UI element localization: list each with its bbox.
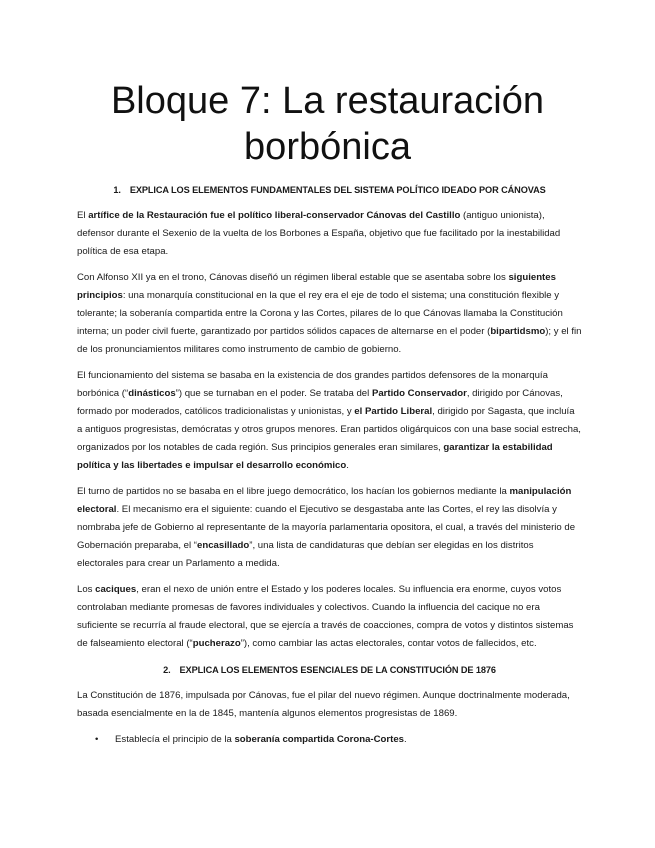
paragraph-1 bbox=[77, 207, 582, 261]
heading-number: 2. bbox=[163, 665, 171, 675]
heading-text: EXPLICA LOS ELEMENTOS FUNDAMENTALES DEL SISTEMA POLÍTICO IDEADO POR CÁNOVAS bbox=[129, 185, 546, 195]
heading-text: EXPLICA LOS ELEMENTOS ESENCIALES DE LA CONSTITUCIÓN DE 1876 bbox=[179, 665, 496, 675]
bold-run: manipulación electoral bbox=[77, 486, 572, 515]
text-run: El bbox=[77, 210, 89, 221]
text-run: Los bbox=[77, 584, 96, 595]
text-run: ”), como cambiar las actas electorales, contar votos de fallecidos, etc. bbox=[240, 638, 537, 649]
bold-run: bipartidsmo bbox=[490, 326, 546, 337]
paragraph-3 bbox=[77, 367, 582, 475]
text-run: . bbox=[346, 460, 349, 471]
paragraph-2 bbox=[77, 269, 582, 359]
text-run: , dirigido por Sagasta, que incluía a antiguos progresistas, demócratas y otros grupos menores. Eran partidos oligárquicos con una base social estrecha, organizados por los notables de cada región. Sus principios generales eran similares, bbox=[77, 406, 581, 453]
paragraph-5 bbox=[77, 581, 582, 653]
bullet-item bbox=[77, 731, 582, 749]
bold-run: artífice de la Restauración fue el político liberal-conservador Cánovas del Castillo bbox=[88, 210, 461, 221]
text-run: Establecía el principio de la bbox=[115, 734, 235, 745]
heading-number: 1. bbox=[113, 185, 121, 195]
text-run: El turno de partidos no se basaba en el libre juego democrático, los hacían los gobiernos mediante la bbox=[77, 486, 510, 497]
section-heading-2 bbox=[77, 661, 582, 679]
paragraph-4 bbox=[77, 483, 582, 573]
text-run: . El mecanismo era el siguiente: cuando el Ejecutivo se desgastaba ante las Cortes, el rey las disolvía y nombraba jefe de Gobierno al representante de la mayoría parlamentaria opositora, el cual, a través del ministerio de Gobernación preparaba, el “ bbox=[77, 504, 576, 551]
bullet-icon: • bbox=[95, 734, 99, 745]
title-line-1: Bloque 7: La restauración bbox=[110, 80, 545, 122]
text-run: El funcionamiento del sistema se basaba en la existencia de dos grandes partidos defensores de la monarquía borbónica (“ bbox=[77, 370, 548, 399]
text-run: ”, una lista de candidaturas que debían ser elegidas en los distritos electorales para crear un Parlamento a medida. bbox=[77, 540, 534, 569]
text-run: , dirigido por Cánovas, formado por moderados, católicos tradicionalistas y unionistas, y bbox=[77, 388, 563, 417]
text-run: ); y el fin de los pronunciamientos militares como instrumento de cambio de gobierno. bbox=[77, 326, 582, 355]
title-line-2: borbónica bbox=[244, 126, 411, 168]
bold-run: dinásticos bbox=[128, 388, 176, 399]
text-run: Con Alfonso XII ya en el trono, Cánovas diseñó un régimen liberal estable que se asentaba sobre los bbox=[77, 272, 509, 283]
text-run: (antiguo unionista), defensor durante el Sexenio de la vuelta de los Borbones a España, objetivo que fue facilitado por la inestabilidad política de esa etapa. bbox=[77, 210, 561, 257]
text-run: ”) que se turnaban en el poder. Se trataba del bbox=[175, 388, 372, 399]
bold-run: siguientes principios bbox=[77, 272, 556, 301]
bold-run: Partido Conservador bbox=[371, 388, 467, 399]
bold-run: caciques bbox=[95, 584, 137, 595]
text-run: . bbox=[404, 734, 407, 745]
bold-run: encasillado bbox=[197, 540, 250, 551]
section-heading-1 bbox=[77, 181, 582, 199]
bold-run: pucherazo bbox=[192, 638, 241, 649]
page-title bbox=[0, 78, 655, 170]
bold-run: el Partido Liberal bbox=[354, 406, 433, 417]
bold-run: garantizar la estabilidad política y las libertades e impulsar el desarrollo económico bbox=[77, 442, 553, 471]
text-run: , eran el nexo de unión entre el Estado y los poderes locales. Su influencia era enorme, cuyos votos controlaban mediante promesas de favores individuales y colectivos. Cuando la influencia del cacique no era suficiente se recurría al fraude electoral, que se ejercía a través de coacciones, compra de votos y distintos sistemas de falseamiento electoral (“ bbox=[77, 584, 574, 649]
bold-run: soberanía compartida Corona-Cortes bbox=[234, 734, 404, 745]
text-run: : una monarquía constitucional en la que el rey era el eje de todo el sistema; una constitución flexible y tolerante; la soberanía compartida entre la Corona y las Cortes, pilares de lo que Cánovas llamaba la Constitución interna; un poder civil fuerte, garantizado por partidos sólidos capaces de alternarse en el poder ( bbox=[77, 290, 563, 337]
document-body bbox=[77, 181, 582, 749]
paragraph-6: La Constitución de 1876, impulsada por Cánovas, fue el pilar del nuevo régimen. Aunque doctrinalmente moderada, basada esencialmente en la de 1845, mantenía algunos elementos progresistas de 1869. bbox=[77, 690, 570, 719]
